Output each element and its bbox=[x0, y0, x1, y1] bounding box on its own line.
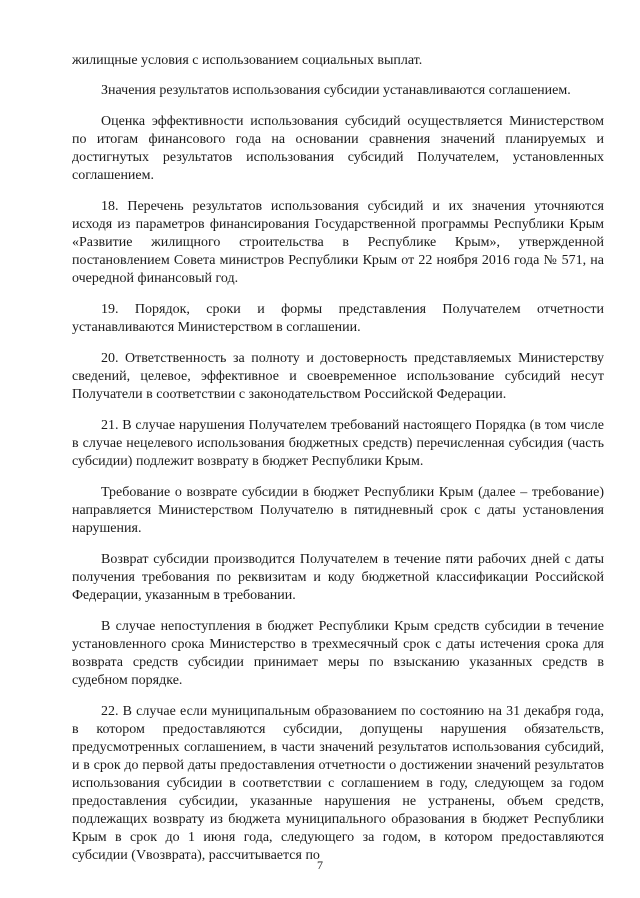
paragraph-efficiency-assessment: Оценка эффективности использования субсидий осуществляется Министерством по итогам финансового года на основании сравнения значений планируемых и достигнутых результатов использования субсидий Получателем, установленных соглашением. bbox=[72, 114, 604, 183]
paragraph-item-20: 20. Ответственность за полноту и достоверность представляемых Министерству сведений, целевое, эффективное и своевременное использование субсидий несут Получатели в соответствии с законодательством Российской Федерации. bbox=[72, 351, 604, 402]
paragraph-return-procedure: Возврат субсидии производится Получателем в течение пяти рабочих дней с даты получения требования по реквизитам и коду бюджетной классификации Российской Федерации, указанным в требовании. bbox=[72, 552, 604, 603]
paragraph-item-21: 21. В случае нарушения Получателем требований настоящего Порядка (в том числе в случае нецелевого использования бюджетных средств) перечисленная субсидия (часть субсидии) подлежит возврату в бюджет Республики Крым. bbox=[72, 418, 604, 469]
page-number: 7 bbox=[317, 858, 323, 872]
paragraph-item-18: 18. Перечень результатов использования субсидий и их значения уточняются исходя из параметров финансирования Государственной программы Республики Крым «Развитие жилищного строительства в Республике Крым», утвержденной постановлением Совета министров Республики Крым от 22 ноября 2016 года № 571, на очередной финансовый год. bbox=[72, 199, 604, 286]
paragraph-item-22: 22. В случае если муниципальным образованием по состоянию на 31 декабря года, в котором предоставляются субсидии, допущены нарушения обязательств, предусмотренных соглашением, в части значений результатов использования субсидий, и в срок до первой даты предоставления отчетности о достижении значений результатов использования субсидии в соответствии с соглашением в году, следующем за годом предоставления субсидии, указанные нарушения не устранены, объем средств, подлежащих возврату из бюджета муниципального образования в бюджет Республики Крым в срок до 1 июня года, следующего за годом, в котором предоставляются субсидии (Vвозврата), рассчитывается по bbox=[72, 704, 604, 863]
paragraph-continuation: жилищные условия с использованием социальных выплат. bbox=[72, 53, 423, 68]
paragraph-result-values: Значения результатов использования субсидии устанавливаются соглашением. bbox=[101, 83, 571, 98]
paragraph-return-demand: Требование о возврате субсидии в бюджет Республики Крым (далее – требование) направляется Министерством Получателю в пятидневный срок с даты установления нарушения. bbox=[72, 485, 604, 536]
paragraph-non-receipt: В случае непоступления в бюджет Республики Крым средств субсидии в течение установленного срока Министерство в трехмесячный срок с даты истечения срока для возврата средств субсидии принимает меры по взысканию указанных средств в судебном порядке. bbox=[72, 619, 604, 688]
paragraph-item-19: 19. Порядок, сроки и формы представления Получателем отчетности устанавливаются Министерством в соглашении. bbox=[72, 302, 604, 335]
